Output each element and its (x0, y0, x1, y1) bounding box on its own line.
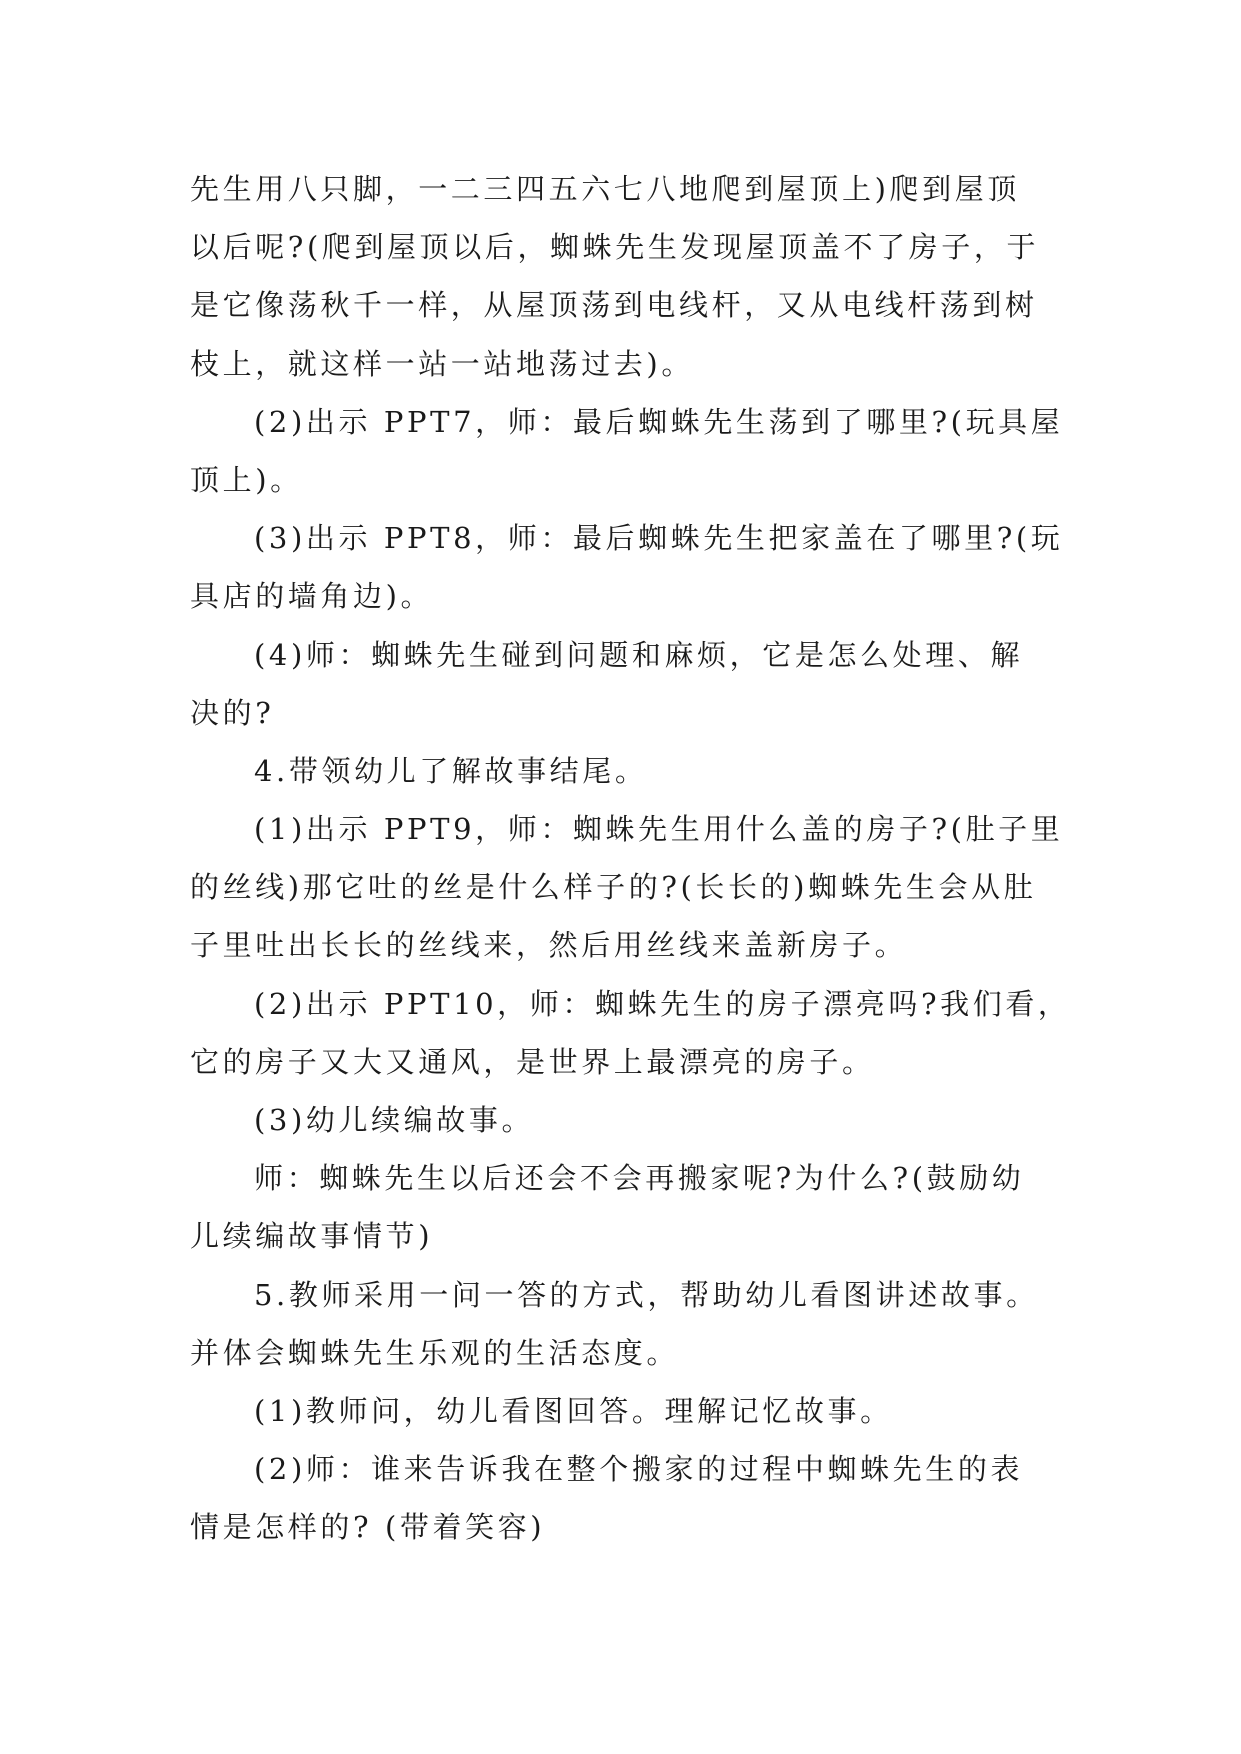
text-line: 具店的墙角边)。 (190, 579, 434, 614)
text-line: 情是怎样的? (带着笑容) (190, 1510, 546, 1545)
text-line: (4)师：蜘蛛先生碰到问题和麻烦，它是怎么处理、解 (254, 637, 1024, 672)
text-line: 并体会蜘蛛先生乐观的生活态度。 (190, 1335, 680, 1370)
text-line: 它的房子又大又通风，是世界上最漂亮的房子。 (190, 1044, 875, 1079)
text-line: 先生用八只脚，一二三四五六七八地爬到屋顶上)爬到屋顶 (190, 172, 1020, 206)
text-line: (3)出示 PPT8，师：最后蜘蛛先生把家盖在了哪里?(玩 (254, 521, 1064, 556)
text-line: 顶上)。 (190, 462, 303, 497)
section-heading: 5.教师采用一问一答的方式，帮助幼儿看图讲述故事。 (254, 1277, 1039, 1312)
text-line: (1)出示 PPT9，师：蜘蛛先生用什么盖的房子?(肚子里 (254, 812, 1064, 847)
text-line: (2)师：谁来告诉我在整个搬家的过程中蜘蛛先生的表 (254, 1452, 1024, 1487)
text-line: (2)出示 PPT7，师：最后蜘蛛先生荡到了哪里?(玩具屋 (254, 404, 1064, 439)
text-line: 师：蜘蛛先生以后还会不会再搬家呢?为什么?(鼓励幼 (254, 1161, 1025, 1196)
text-line: (3)幼儿续编故事。 (254, 1103, 535, 1137)
text-line: 以后呢?(爬到屋顶以后，蜘蛛先生发现屋顶盖不了房子，于 (190, 230, 1040, 265)
text-line: 决的? (190, 695, 275, 730)
section-heading: 4.带领幼儿了解故事结尾。 (254, 753, 648, 788)
text-line: (1)教师问，幼儿看图回答。理解记忆故事。 (254, 1393, 893, 1428)
text-line: (2)出示 PPT10，师：蜘蛛先生的房子漂亮吗?我们看， (254, 986, 1071, 1021)
text-line: 枝上，就这样一站一站地荡过去)。 (190, 346, 694, 381)
text-line: 子里吐出长长的丝线来，然后用丝线来盖新房子。 (190, 928, 908, 963)
text-line: 是它像荡秋千一样，从屋顶荡到电线杆，又从电线杆荡到树 (190, 288, 1038, 323)
text-line: 的丝线)那它吐的丝是什么样子的?(长长的)蜘蛛先生会从肚 (190, 870, 1037, 905)
document-body (190, 160, 1071, 1557)
text-line: 儿续编故事情节) (190, 1219, 434, 1254)
